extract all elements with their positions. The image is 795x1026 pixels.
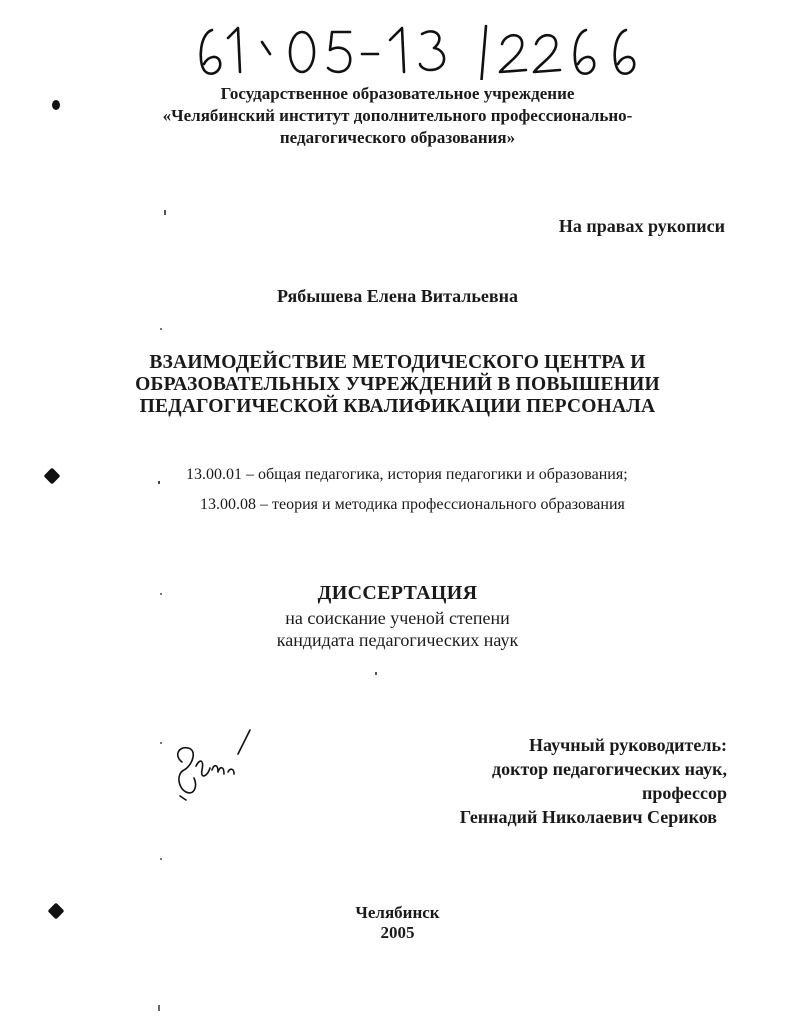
title-line-1: ВЗАИМОДЕЙСТВИЕ МЕТОДИЧЕСКОГО ЦЕНТРА И — [149, 352, 646, 373]
scan-dot-icon — [160, 593, 162, 595]
year: 2005 — [380, 923, 415, 942]
rights-notice: На правах рукописи — [558, 216, 725, 236]
organization-header — [0, 83, 795, 149]
author-name: Рябышева Елена Витальевна — [277, 286, 518, 306]
imprint — [0, 903, 795, 943]
scan-dot-icon — [164, 210, 166, 215]
scan-dot-icon — [158, 481, 160, 484]
supervisor-title: профессор — [641, 783, 727, 803]
supervisor-name: Геннадий Николаевич Сериков — [459, 807, 717, 827]
supervisor-block — [460, 733, 727, 829]
scan-dot-icon — [158, 1005, 160, 1011]
dissertation-heading: ДИССЕРТАЦИЯ — [317, 582, 478, 604]
scan-dot-icon — [160, 742, 162, 744]
binding-mark-icon — [44, 468, 61, 485]
supervisor-degree: доктор педагогических наук, — [491, 759, 727, 779]
dissertation-title — [0, 352, 795, 418]
signature-icon — [168, 726, 258, 806]
specialty-1: 13.00.01 – общая педагогика, история педагогики и образования; — [186, 466, 628, 483]
organization-line-3: педагогического образования» — [279, 128, 516, 147]
title-line-3: ПЕДАГОГИЧЕСКОЙ КВАЛИФИКАЦИИ ПЕРСОНАЛА — [139, 396, 656, 417]
scan-dot-icon — [160, 328, 162, 330]
place: Челябинск — [355, 903, 440, 922]
organization-line-2: «Челябинский институт дополнительного профессионально- — [162, 106, 633, 125]
scan-dot-icon — [160, 858, 162, 860]
supervisor-role: Научный руководитель: — [529, 735, 727, 755]
specialty-2: 13.00.08 – теория и методика профессионального образования — [200, 496, 625, 513]
dissertation-degree-line-1: на соискание ученой степени — [285, 608, 510, 628]
organization-line-1: Государственное образовательное учреждение — [220, 84, 575, 103]
binding-mark-icon — [52, 100, 60, 110]
handwritten-stamp — [190, 20, 650, 80]
title-line-2: ОБРАЗОВАТЕЛЬНЫХ УЧРЕЖДЕНИЙ В ПОВЫШЕНИИ — [135, 374, 660, 395]
scan-dot-icon — [375, 672, 377, 675]
dissertation-degree-line-2: кандидата педагогических наук — [276, 630, 519, 650]
